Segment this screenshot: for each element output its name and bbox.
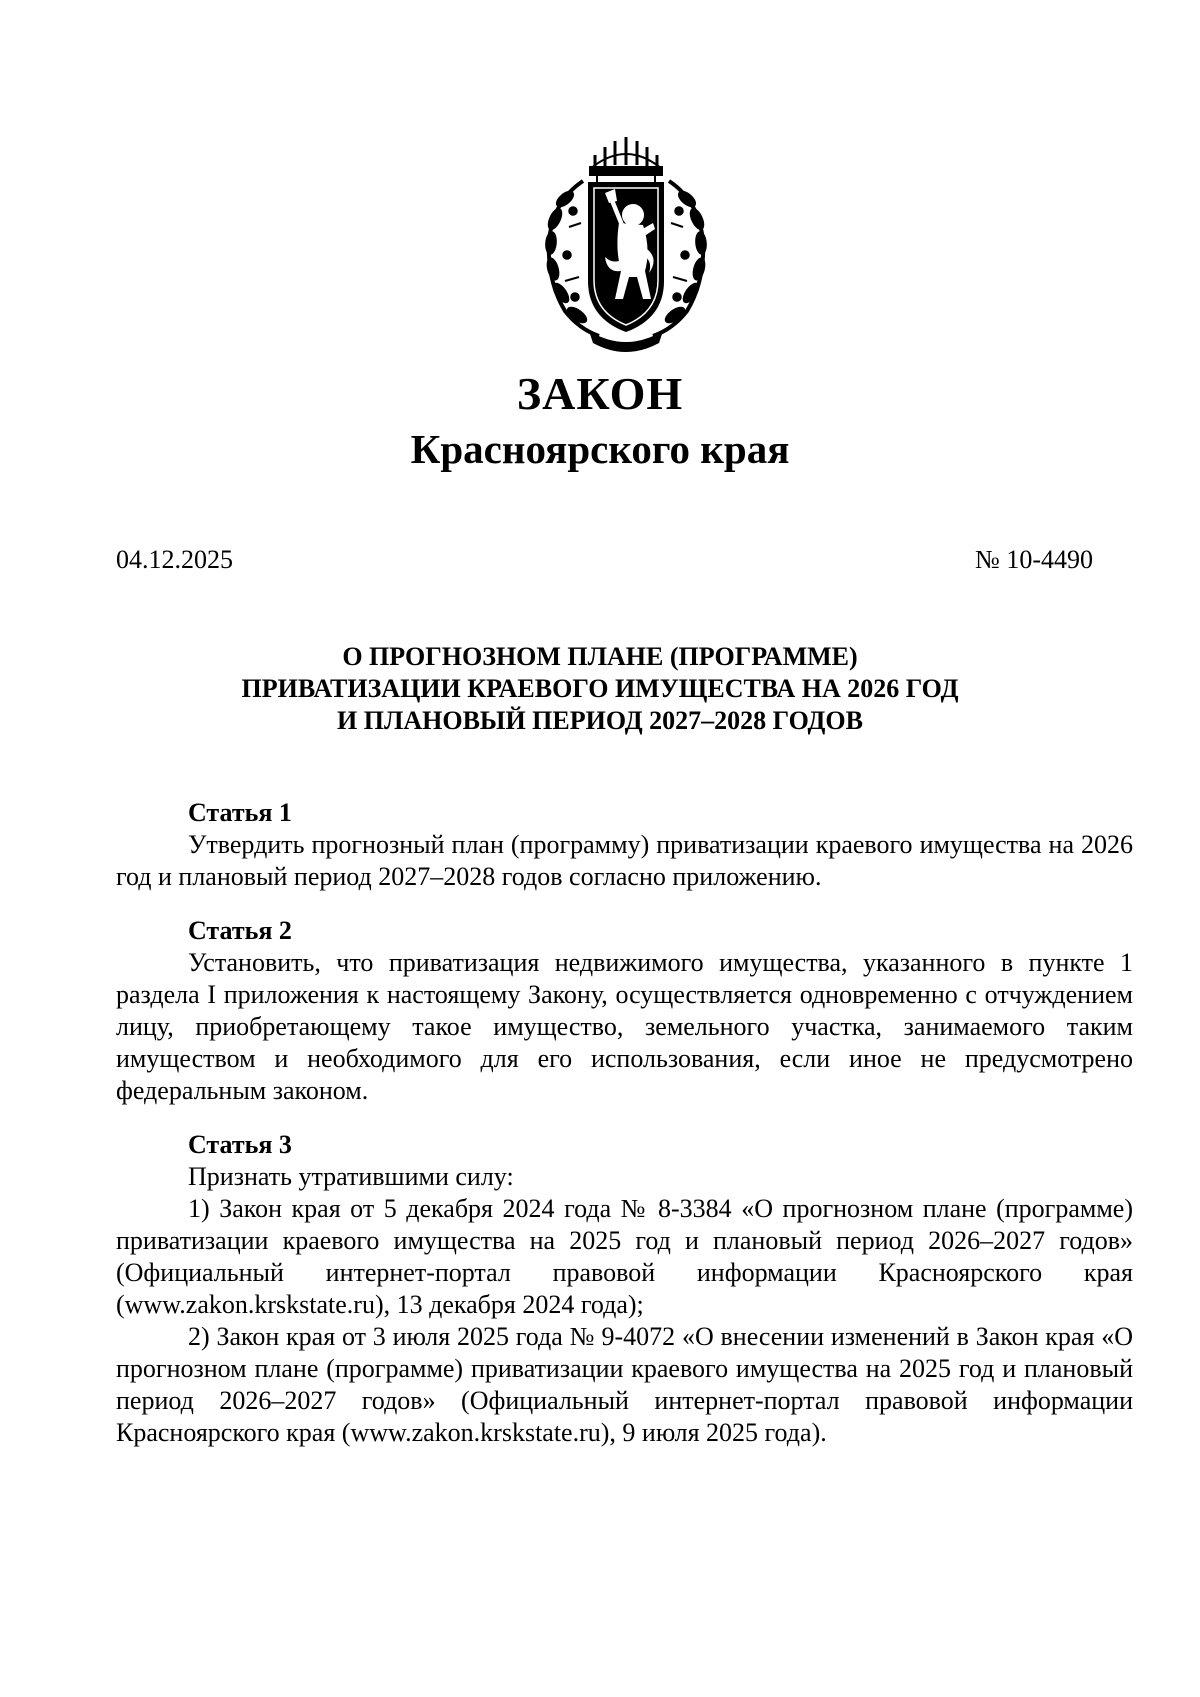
article-paragraph: Признать утратившими силу:: [188, 1162, 514, 1191]
heading-line: О ПРОГНОЗНОМ ПЛАНЕ (ПРОГРАММЕ): [342, 642, 858, 671]
coat-of-arms-icon: [535, 131, 717, 353]
law-body: [116, 797, 1133, 1471]
law-date: 04.12.2025: [116, 545, 233, 574]
article-1: [116, 797, 1133, 893]
shield-icon: [589, 183, 663, 331]
ribbon-icon: [589, 331, 663, 352]
article-paragraph: 2) Закон края от 3 июля 2025 года № 9-4072 «О внесении изменений в Закон края «О прогнозном плане (программе) приватизации краевого имущества на 2025 год и плановый период 2026–2027 годов» (Официальный интернет-портал правовой информации Красноярского края (www.zakon.krskstate.ru), 9 июля 2025 года).: [116, 1322, 1133, 1447]
law-heading: [0, 641, 1200, 737]
article-title: Статья 1: [188, 798, 292, 827]
heading-line: И ПЛАНОВЫЙ ПЕРИОД 2027–2028 ГОДОВ: [337, 706, 863, 735]
crown-icon: [590, 137, 662, 183]
article-title: Статья 3: [188, 1130, 292, 1159]
heading-line: ПРИВАТИЗАЦИИ КРАЕВОГО ИМУЩЕСТВА НА 2026 ГОД: [241, 674, 959, 703]
article-paragraph: Установить, что приватизация недвижимого имущества, указанного в пункте 1 раздела I приложения к настоящему Закону, осуществляется одновременно с отчуждением лицу, приобретающему такое имущество, земельного участка, занимаемого таким имуществом и необходимого для его использования, если иное не предусмотрено федеральным законом.: [116, 948, 1133, 1105]
law-title: ЗАКОН: [516, 368, 684, 419]
article-title: Статья 2: [188, 916, 292, 945]
law-subtitle: Красноярского края: [410, 426, 790, 472]
article-paragraph: 1) Закон края от 5 декабря 2024 года № 8-3384 «О прогнозном плане (программе) приватизации краевого имущества на 2025 год и плановый период 2026–2027 годов» (Официальный интернет-портал правовой информации Красноярского края (www.zakon.krskstate.ru), 13 декабря 2024 года);: [116, 1194, 1133, 1319]
article-3: [116, 1129, 1133, 1449]
article-paragraph: Утвердить прогнозный план (программу) приватизации краевого имущества на 2026 год и плановый период 2027–2028 годов согласно приложению.: [116, 830, 1133, 891]
article-2: [116, 915, 1133, 1107]
law-number: № 10-4490: [975, 545, 1093, 574]
